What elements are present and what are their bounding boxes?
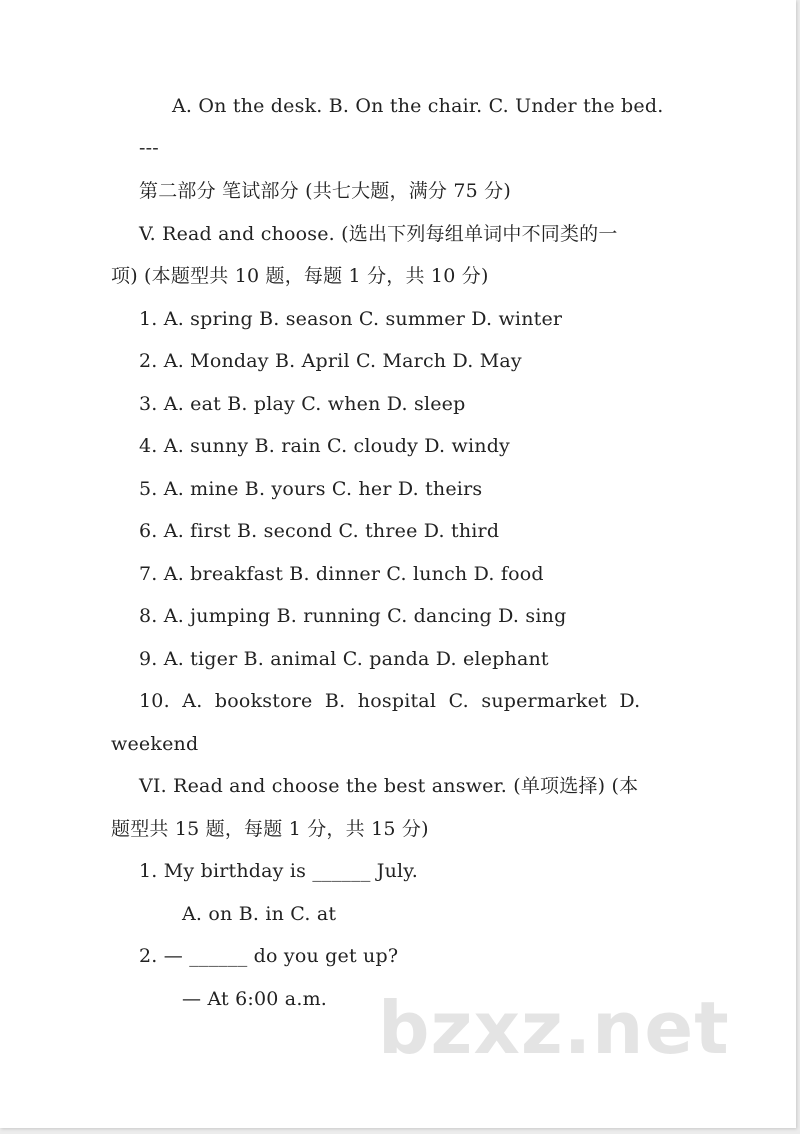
answer-line: — At 6:00 a.m. [182, 988, 328, 1010]
section-title-cont: 项) (本题型共 10 题，每题 1 分，共 10 分) [111, 265, 489, 287]
question-item: 9. A. tiger B. animal C. panda D. elephant [139, 648, 549, 670]
section-title-cont: 题型共 15 题，每题 1 分，共 15 分) [111, 818, 429, 840]
question-item: 4. A. sunny B. rain C. cloudy D. windy [139, 435, 510, 457]
question-item: 5. A. mine B. yours C. her D. theirs [139, 478, 483, 500]
question-item: 10. A. bookstore B. hospital C. supermarket D. [139, 690, 641, 712]
section-title: VI. Read and choose the best answer. (单项选择) (本 [139, 775, 639, 797]
separator-line: --- [139, 137, 159, 159]
question-item: 8. A. jumping B. running C. dancing D. sing [139, 605, 567, 627]
question-item: 3. A. eat B. play C. when D. sleep [139, 393, 466, 415]
section-title: V. Read and choose. (选出下列每组单词中不同类的一 [139, 223, 618, 245]
section-heading: 第二部分 笔试部分 (共七大题，满分 75 分) [139, 180, 511, 202]
question-item: 1. My birthday is ______ July. [139, 860, 418, 882]
text-line: A. On the desk. B. On the chair. C. Under the bed. [172, 95, 664, 117]
question-item: 2. A. Monday B. April C. March D. May [139, 350, 522, 372]
question-item: 2. — ______ do you get up? [139, 945, 399, 967]
watermark: bzxz.net [378, 986, 730, 1070]
answer-options: A. on B. in C. at [182, 903, 337, 925]
question-item-cont: weekend [111, 733, 199, 755]
question-item: 6. A. first B. second C. three D. third [139, 520, 500, 542]
question-item: 1. A. spring B. season C. summer D. winter [139, 308, 563, 330]
question-item: 7. A. breakfast B. dinner C. lunch D. food [139, 563, 544, 585]
